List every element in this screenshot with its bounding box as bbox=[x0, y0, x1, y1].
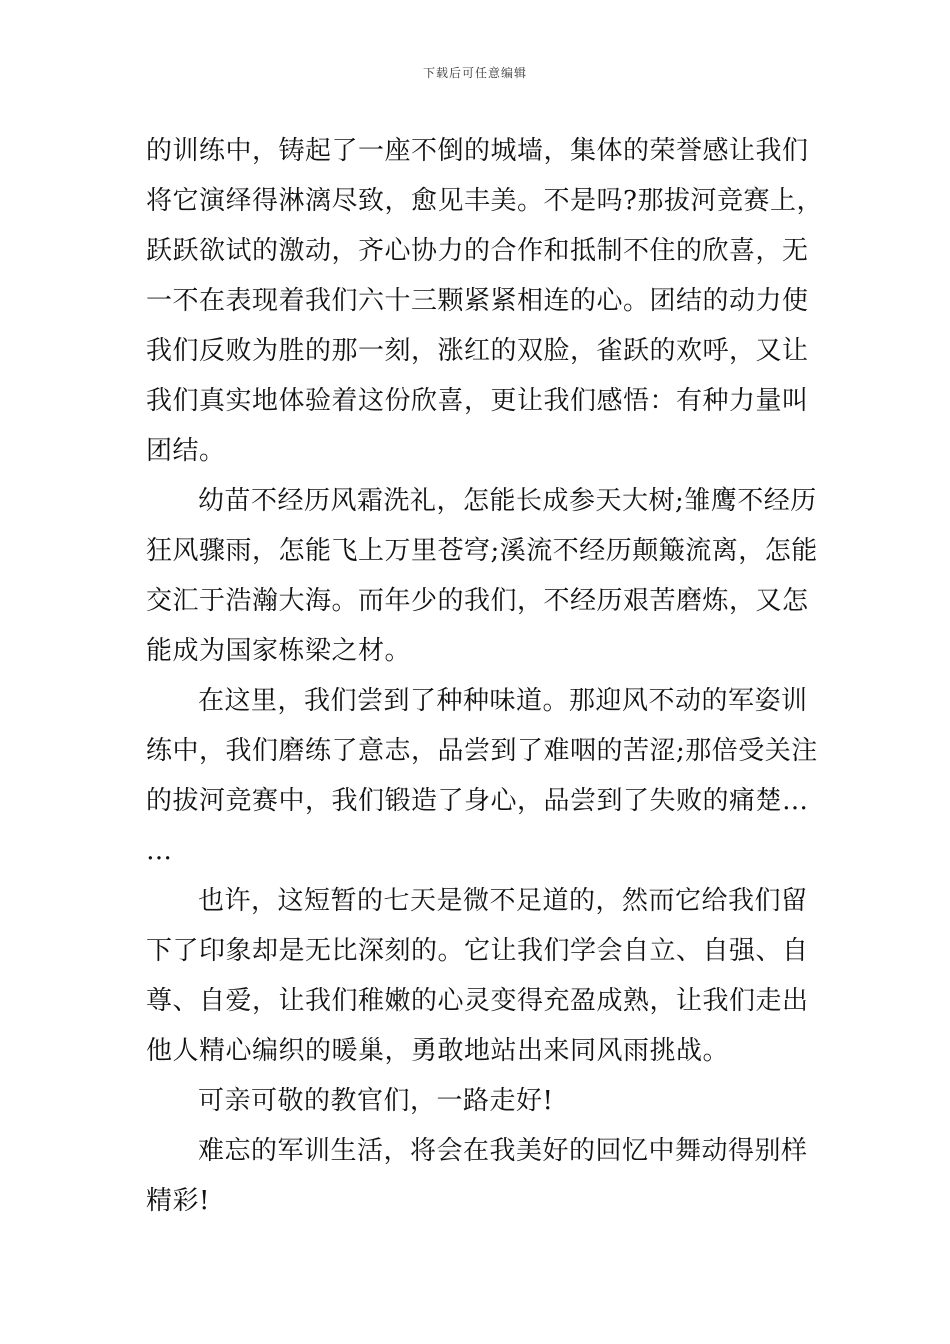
text-line: 下了印象却是无比深刻的。它让我们学会自立、自强、自 bbox=[146, 936, 809, 966]
text-line: 能成为国家栋梁之材。 bbox=[146, 636, 412, 666]
paragraph-start-line: 也许，这短暂的七天是微不足道的，然而它给我们留 bbox=[198, 886, 808, 916]
text-line: 他人精心编织的暖巢，勇敢地站出来同风雨挑战。 bbox=[146, 1036, 730, 1066]
text-line: 团结。 bbox=[146, 436, 226, 466]
text-line: 狂风骤雨，怎能飞上万里苍穹;溪流不经历颠簸流离，怎能 bbox=[146, 536, 818, 566]
text-line: 我们反败为胜的那一刻，涨红的双脸，雀跃的欢呼，又让 bbox=[146, 336, 809, 366]
paragraph-start-line: 可亲可敬的教官们，一路走好! bbox=[198, 1086, 554, 1116]
paragraph-start-line: 在这里，我们尝到了种种味道。那迎风不动的军姿训 bbox=[198, 686, 808, 716]
text-line: 的训练中，铸起了一座不倒的城墙，集体的荣誉感让我们 bbox=[146, 136, 809, 166]
text-line: 练中，我们磨练了意志，品尝到了难咽的苦涩;那倍受关注 bbox=[146, 736, 818, 766]
text-line: 跃跃欲试的激动，齐心协力的合作和抵制不住的欣喜，无 bbox=[146, 236, 809, 266]
document-body bbox=[146, 126, 823, 1226]
text-line: … bbox=[146, 836, 173, 866]
page-header: 下载后可任意编辑 bbox=[422, 66, 527, 80]
text-line: 的拔河竞赛中，我们锻造了身心，品尝到了失败的痛楚… bbox=[146, 786, 809, 816]
text-line: 尊、自爱，让我们稚嫩的心灵变得充盈成熟，让我们走出 bbox=[146, 986, 809, 1016]
text-line: 精彩! bbox=[146, 1186, 210, 1216]
text-line: 交汇于浩瀚大海。而年少的我们，不经历艰苦磨炼，又怎 bbox=[146, 586, 809, 616]
text-line: 将它演绎得淋漓尽致，愈见丰美。不是吗?那拔河竞赛上， bbox=[146, 186, 823, 216]
paragraph-start-line: 幼苗不经历风霜洗礼，怎能长成参天大树;雏鹰不经历 bbox=[198, 486, 817, 516]
text-line: 我们真实地体验着这份欣喜，更让我们感悟：有种力量叫 bbox=[146, 386, 809, 416]
paragraph-start-line: 难忘的军训生活，将会在我美好的回忆中舞动得别样 bbox=[198, 1136, 808, 1166]
text-line: 一不在表现着我们六十三颗紧紧相连的心。团结的动力使 bbox=[146, 286, 809, 316]
